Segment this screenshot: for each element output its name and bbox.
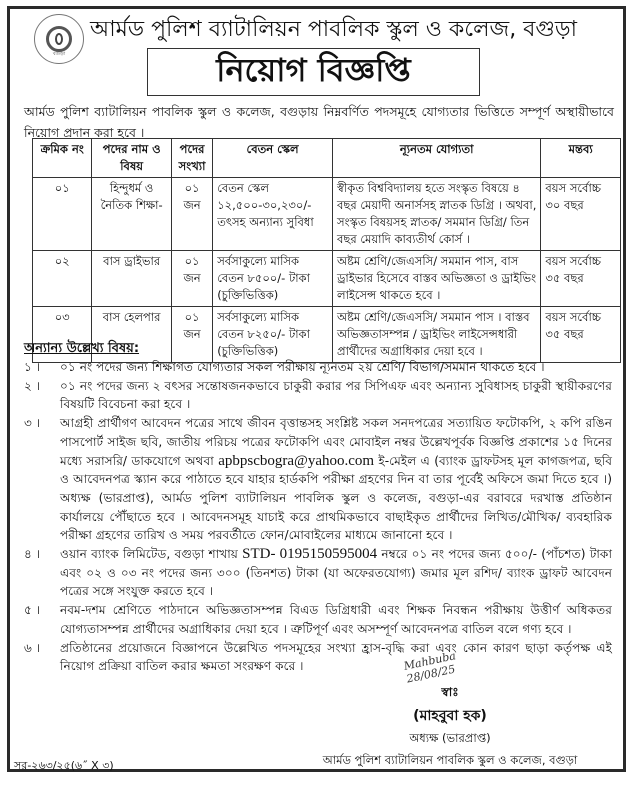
- email-link[interactable]: apbpscbogra@yahoo.com: [218, 452, 375, 469]
- header-remarks: মন্তব্য: [541, 139, 621, 178]
- list-item: [20, 358, 620, 377]
- table-row: [33, 251, 621, 307]
- posts-table: [32, 138, 621, 363]
- header-count: পদের সংখ্যা: [171, 139, 212, 178]
- item-number: ৬ ।: [24, 640, 41, 655]
- list-item: [20, 545, 620, 601]
- notice-title: নিয়োগ বিজ্ঞপ্তি: [147, 48, 480, 96]
- cell-remarks: বয়স সর্বোচ্চ ৩৫ বছর: [541, 307, 621, 363]
- cell-post: বাস ড্রাইভার: [92, 251, 172, 307]
- list-item: [20, 414, 620, 545]
- emblem-ring: [46, 26, 72, 52]
- item-text: [60, 414, 620, 545]
- reference-number: সর-২৬৩/২৫(৬˝ X ৩): [14, 759, 114, 772]
- cell-count: ০১ জন: [171, 178, 212, 251]
- cell-pay: বেতন স্কেল ১২,৫০০-৩০,২৩০/- তৎসহ অন্যান্য সুবিধা: [213, 178, 333, 251]
- item-text: নবম-দশম শ্রেণিতে পাঠদানে অভিজ্ঞতাসম্পন্ন বিএড ডিগ্রিধারী এবং শিক্ষক নিবন্ধন পরীক্ষায় উত্তীর্ণ অধিকতর যোগ্যতাসম্পন্ন প্রার্থীদের অগ্রাধিকার দেয়া হবে । ত্রুটিপূর্ণ এবং অসম্পূর্ণ আবেদনপত্র বাতিল বলে গণ্য হবে ।: [60, 603, 612, 636]
- item-text-part: নম্বরে ০১ নং পদের জন্য ৫০০/- (পাঁচশত) টাকা এবং ০২ ও ০৩ নং পদের জন্য ৩০০ (তিনশত) টাকা (যা অফেরতযোগ্য) জমার মূল রশিদ/ ব্যাংক ড্রাফট আবেদন পত্রের সঙ্গে সংযুক্ত করতে হবে ।: [60, 547, 612, 599]
- school-emblem-icon: [34, 14, 84, 64]
- cell-serial: ০২: [33, 251, 92, 307]
- list-item: [20, 601, 620, 638]
- cell-pay: সর্বসাকুল্যে মাসিক বেতন ৮২৫০/- টাকা (চুক্তিভিত্তিক): [213, 307, 333, 363]
- item-text: [60, 545, 620, 601]
- item-text: ০১ নং পদের জন্য ২ বৎসর সন্তোষজনকভাবে চাকুরী করার পর সিপিএফ এবং অন্যান্য সুবিধাসহ চাকুরী স্থায়ীকরণের বিষয়টি বিবেচনা করা হবে ।: [60, 378, 612, 412]
- item-text: ০১ নং পদের জন্য শিক্ষাগত যোগ্যতার সকল পরীক্ষায় ন্যূনতম ২য় শ্রেণি/ বিভাগ/সমমান থাকতে হবে ।: [60, 360, 545, 374]
- header-pay: বেতন স্কেল: [213, 139, 333, 178]
- table-header-row: [33, 139, 621, 178]
- bank-account-number: STD- 0195150595004: [242, 546, 378, 563]
- item-text-part: ই-মেইল এ (ব্যাংক ড্রাফটসহ মূল কাগজপত্র, ছবি ও আবেদনপত্র স্ক্যান করে পাঠাতে হবে যাহার হার্ডকপি পরীক্ষা গ্রহণের দিন বা তার পূর্বেই অফিসে জমা দিতে হবে ।) অধ্যক্ষ (ভারপ্রাপ্ত), আর্মড পুলিশ ব্যাটালিয়ন পাবলিক স্কুল ও কলেজ, বগুড়া-এর বরাবরে দরখাস্ত প্রতিষ্ঠান কার্যালয়ে পৌঁছাতে হবে । আবেদনসমূহ যাচাই করে প্রাথমিকভাবে বাছাইকৃত প্রার্থীদের লিখিত/মৌখিক/ ব্যবহারিক পরীক্ষা গ্রহণের তারিখ ও সময় পরবর্তীতে ফোন/মোবাইলের মাধ্যমে জানানো হবে ।: [60, 453, 613, 543]
- header-qualification: ন্যূনতম যোগ্যতা: [333, 139, 541, 178]
- cell-qualification: অষ্টম শ্রেণি/জেএসসি/ সমমান পাস, বাস ড্রাইভার হিসেবে বাস্তব অভিজ্ঞতা ও ড্রাইভিং লাইসেন্স থাকতে হবে ।: [333, 251, 541, 307]
- item-text: প্রতিষ্ঠানের প্রয়োজনে বিজ্ঞাপনে উল্লেখিত পদসমূহের সংখ্যা হ্রাস-বৃদ্ধি করা এবং কোন কারণ ছাড়া কর্তৃপক্ষ এই নিয়োগ প্রক্রিয়া বাতিল করার ক্ষমতা সংরক্ষণ করে ।: [60, 640, 612, 674]
- cell-qualification: স্বীকৃত বিশ্ববিদ্যালয় হতে সংস্কৃত বিষয়ে ৪ বছর মেয়াদী অনার্সসহ স্নাতক ডিগ্রি । অথবা, সংস্কৃত বিষয়সহ স্নাতক/ সমমান ডিগ্রি/ তিন বছর মেয়াদি কাব্যতীর্থ কোর্স ।: [333, 178, 541, 251]
- header-serial: ক্রমিক নং: [33, 139, 92, 178]
- item-number: ৫ ।: [24, 603, 41, 618]
- item-number: ১ ।: [24, 360, 41, 374]
- institution-name: আর্মড পুলিশ ব্যাটালিয়ন পাবলিক স্কুল ও কলেজ, বগুড়া: [90, 17, 578, 42]
- emblem-core: [55, 33, 63, 45]
- cell-post: হিন্দুধর্ম ও নৈতিক শিক্ষা-: [92, 178, 172, 251]
- other-terms-title: অন্যান্য উল্লেখ্য বিষয়:: [24, 341, 140, 356]
- other-terms-list: [20, 358, 620, 676]
- signatory-institution: আর্মড পুলিশ ব্যাটালিয়ন পাবলিক স্কুল ও কলেজ, বগুড়া: [322, 753, 578, 767]
- header-post: পদের নাম ও বিষয়: [92, 139, 172, 178]
- cell-remarks: বয়স সর্বোচ্চ ৩৫ বছর: [541, 251, 621, 307]
- emblem-caption: বগুড়া: [52, 51, 66, 57]
- item-text-part: ওয়ান ব্যাংক লিমিটেড, বগুড়া শাখায়: [60, 547, 238, 562]
- item-number: ৪ ।: [24, 547, 41, 562]
- handwritten-signature: Mahbuba 28/08/25: [402, 649, 457, 686]
- cell-post: বাস হেলপার: [92, 307, 172, 363]
- item-text-part: আগ্রহী প্রার্থীগণ আবেদন পত্রের সাথে জীবন বৃত্তান্তসহ সংশ্লিষ্ট সকল সনদপত্রের সত্যায়িত ফটোকপি, ২ কপি রঙিন পাসপোর্ট সাইজ ছবি, জাতীয় পরিচয় পত্রের ফটোকপি এবং মোবাইল নম্বর উল্লেখপূর্বক বিজ্ঞপ্তি প্রকাশের ১৫ দিনের মধ্যে সরাসরি/ ডাকযোগে অথবা: [60, 416, 612, 468]
- cell-count: ০১ জন: [171, 307, 212, 363]
- cell-remarks: বয়স সর্বোচ্চ ৩০ বছর: [541, 178, 621, 251]
- table-row: [33, 178, 621, 251]
- cell-serial: ০৩: [33, 307, 92, 363]
- cell-pay: সর্বসাকুল্যে মাসিক বেতন ৮৫০০/- টাকা (চুক্তিভিত্তিক): [213, 251, 333, 307]
- list-item: [20, 377, 620, 414]
- signatory-name: (মাহবুবা হক): [413, 708, 487, 724]
- cell-count: ০১ জন: [171, 251, 212, 307]
- cell-serial: ০১: [33, 178, 92, 251]
- intro-paragraph: আর্মড পুলিশ ব্যাটালিয়ন পাবলিক স্কুল ও কলেজ, বগুড়ায় নিম্নবর্ণিত পদসমূহে যোগ্যতার ভিত্তিতে সম্পূর্ণ অস্থায়ীভাবে নিয়োগ প্রদান করা হবে ।: [24, 104, 614, 140]
- item-number: ৩ ।: [24, 416, 41, 431]
- item-number: ২ ।: [24, 378, 41, 393]
- cell-qualification: অষ্টম শ্রেণি/জেএসসি/ সমমান পাস । বাস্তব অভিজ্ঞতাসম্পন্ন / ড্রাইভিং লাইসেন্সধারী প্রার্থীদের অগ্রাধিকার দেয়া হবে ।: [333, 307, 541, 363]
- signatory-title: অধ্যক্ষ (ভারপ্রাপ্ত): [409, 731, 491, 745]
- signature-label: স্বাঃ: [441, 685, 459, 699]
- list-item: [20, 639, 620, 676]
